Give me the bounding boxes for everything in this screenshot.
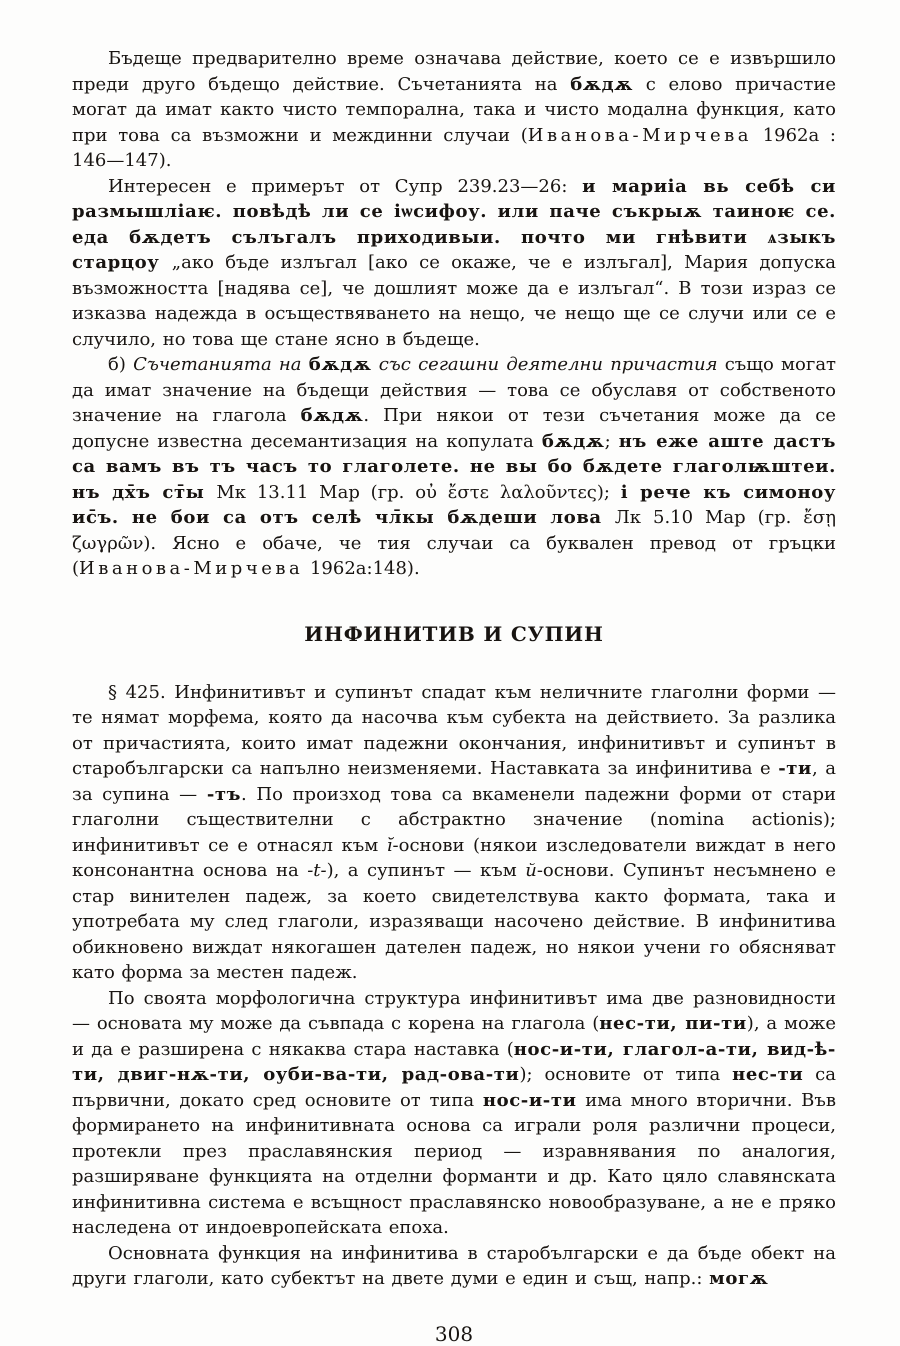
body-text: ;: [604, 430, 619, 452]
body-text: , а за супина —: [72, 758, 836, 805]
italic-text: й: [525, 860, 537, 881]
old-church-slavonic-text: нес-ти, пи-ти: [599, 1013, 747, 1034]
old-church-slavonic-text: и мариіа вь себѣ си размышліаѥ. повѣдѣ ли се іѡсифоу. или паче съкрыѫ таиноѥ се. еда бѫдетъ сълъгалъ приходивыи. почто ми гнѣвити ѧзыкъ старцоу: [72, 175, 836, 273]
old-church-slavonic-text: нъ еже аште дастъ са вамъ въ тъ часъ то глаголете. не вы бо бѫдете глаголѭштеи. нъ дх̄ъ ст̄ы: [72, 430, 836, 503]
body-text: Интересен е примерът от Супр 239.23—26:: [108, 175, 583, 197]
body-text: . По произход това са вкаменели падежни форми от стари глаголни съществителни с абстрактно значение (nomina actionis); инфинитивът се е отнасял към: [72, 783, 836, 856]
old-church-slavonic-text: бѫдѫ: [300, 405, 364, 426]
old-church-slavonic-text: бѫдѫ: [541, 430, 605, 452]
body-text: ). Ясно е обаче, че тия случаи са буквален превод от гръцки (: [72, 532, 836, 579]
body-text: Лк 5.10 Мар (гр.: [614, 507, 804, 528]
page-number: 308: [434, 1321, 474, 1346]
body-text: Бъдеще предварително време означава действие, което се е извършило преди друго бъдещо действие. Съчетанията на: [72, 48, 836, 95]
body-text: ), а супинът — към: [326, 860, 526, 881]
section-future-anterior: [72, 46, 836, 582]
body-text: 1962а:148).: [303, 558, 420, 579]
body-text: с елово причастие могат да имат както чисто темпорална, така и чисто модална функция, като при това са възможни и междинни случаи (: [72, 73, 836, 146]
body-text: Основната функция на инфинитива в старобългарски е да бъде обект на други глаголи, като субектът на двете думи е един и същ, напр.:: [72, 1242, 836, 1289]
para-supr-example: [72, 174, 836, 353]
old-church-slavonic-text: могѫ: [709, 1268, 769, 1289]
body-text: -основи. Супинът несъмнено е стар винителен падеж, за което свидетелствува както формата, така и употребата му след глаголи, изразяващи насочено действие. В инфинитива обикновено виждат някогашен дателен падеж, но някои учени го обясняват като форма за местен падеж.: [72, 860, 836, 983]
old-church-slavonic-text: нес-ти: [732, 1064, 804, 1085]
italic-text: със сегашни деятелни причастия: [371, 354, 718, 375]
old-church-slavonic-text: і рече къ симоноу ис̄ъ. не бои са отъ селѣ чл̄кы бѫдеши лова: [72, 481, 837, 528]
para-main-function: [72, 1241, 836, 1292]
old-church-slavonic-text: бѫдѫ: [308, 354, 372, 375]
body-text: Мк 13.11 Мар (гр.: [216, 481, 416, 503]
italic-text: Съчетанията на: [133, 354, 309, 375]
letterspaced-text: Иванова-Мирчева: [527, 124, 752, 146]
body-text: „ако бъде излъгал [ако се окаже, че е излъгал], Мария допуска възможността [надява се], че дошлият може да е излъгал“. В този израз се изказва надежда в осъществяването на нещо, че нещо ще се случи или се е случило, но това ще стане ясно в бъдеще.: [72, 252, 836, 350]
italic-text: -t-: [307, 860, 327, 881]
body-text: По своята морфологична структура инфинитивът има две разновидности — основата му може да съвпада с корена на глагола (: [72, 987, 836, 1034]
body-text: също могат да имат значение на бъдещи действия — това се обуславя от собственото значение на глагола: [72, 354, 837, 426]
para-morphological-structure: [72, 986, 836, 1241]
body-text: );: [596, 481, 621, 503]
old-church-slavonic-text: -тъ: [206, 783, 242, 805]
italic-text: ĭ: [386, 834, 393, 856]
body-text: 1962а : 146—147).: [72, 124, 836, 171]
body-text: има много вторични. Във формирането на инфинитивната основа са играли роля различни процеси, протекли през праславянския период — изравнявания по аналогия, разширяване функцията на отделни форманти и др. Като цяло славянската инфинитивна система е всъщност праславянско новообразуване, а не е пряко наследена от индоевропейската епоха.: [72, 1089, 836, 1238]
para-future-anterior-time: [72, 46, 836, 174]
body-text: ); основите от типа: [519, 1064, 733, 1085]
body-text: са първични, докато сред основите от типа: [72, 1064, 836, 1111]
old-church-slavonic-text: бѫдѫ: [570, 73, 633, 95]
body-text: б): [108, 354, 134, 375]
body-text: -основи (някои изследователи виждат в него консонантна основа на: [72, 834, 837, 881]
greek-text: οὐ ἔστε λαλοῦντες: [415, 481, 597, 503]
body-text: § 425. Инфинитивът и супинът спадат към неличните глаголни форми — те нямат морфема, която да насочва към субекта на действието. За разлика от причастията, които имат падежни окончания, инфинитивът и супинът в старобългарски са напълно неизменяеми. Наставката за инфинитива е: [72, 681, 836, 779]
para-present-participles: [72, 352, 836, 582]
old-church-slavonic-text: нос-и-ти, глагол-а-ти, вид-ѣ-ти, двиг-нѫ-ти, оуби-ва-ти, рад-ова-ти: [72, 1038, 836, 1085]
body-text: . При някои от тези съчетания може да се допусне известна десемантизация на копулата: [72, 405, 837, 452]
body-text: ), а може и да е разширена с някаква стара наставка (: [72, 1013, 837, 1060]
section-infinitive-supine: [72, 680, 836, 1292]
section-heading: ИНФИНИТИВ И СУПИН: [304, 621, 604, 646]
letterspaced-text: Иванова-Мирчева: [79, 558, 304, 579]
old-church-slavonic-text: -ти: [778, 758, 813, 779]
old-church-slavonic-text: нос-и-ти: [482, 1089, 577, 1111]
para-425-infinitive-supine: [72, 680, 836, 986]
greek-text: ἔσῃ ζωγρῶν: [72, 507, 836, 554]
